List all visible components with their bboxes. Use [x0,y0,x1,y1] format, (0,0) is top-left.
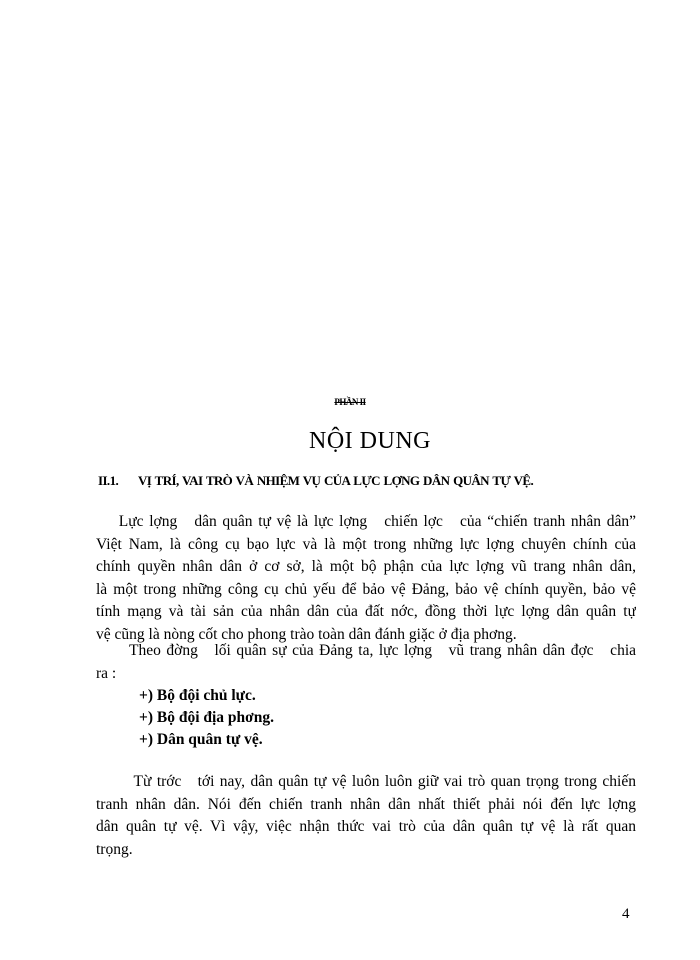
section-title: VỊ TRÍ, VAI TRÒ VÀ NHIỆM VỤ CỦA LỰC LỢNG DÂN QUÂN TỰ VỆ. [138,473,534,488]
paragraph-line: Theo đờng lối quân sự của Đảng ta, lực lợng vũ trang nhân dân đợc chia [96,642,636,659]
paragraph-importance [96,771,636,861]
list-item: +) Bộ đội chủ lực. [139,687,256,704]
paragraph-line: vệ cũng là nòng cốt cho phong trào toàn dân đánh giặc ở địa phơng. [96,625,517,643]
paragraph-role-of-militia [96,511,636,646]
main-title: NỘI DUNG [309,428,431,454]
paragraph-line: Lực lợng dân quân tự vệ là lực lợng chiến lợc của “chiến tranh nhân dân” [96,513,636,530]
armed-forces-list [139,685,274,751]
paragraph-line: ra : [96,664,117,682]
paragraph-line: trọng. [96,840,133,858]
paragraph-armed-forces [96,640,636,685]
list-item: +) Bộ đội địa phơng. [139,709,275,726]
paragraph-line: là một trong những công cụ chủ yếu để bảo vệ Đảng, bảo vệ chính quyền, bảo vệ [96,580,636,598]
paragraph-line: Việt Nam, là công cụ bạo lực và là một trong những lực lợng chuyên chính của [96,535,636,553]
part-label: PHẦN II [334,397,366,407]
paragraph-line: Từ trớc tới nay, dân quân tự vệ luôn luôn giữ vai trò quan trọng trong chiến [96,773,636,790]
section-number: II.1. [98,473,119,488]
paragraph-line: chính quyền nhân dân ở cơ sở, là một bộ phận của lực lợng vũ trang nhân dân, [96,558,636,575]
paragraph-line: tranh nhân dân. Nói đến chiến tranh nhân dân nhất thiết phải nói đến lực lợng [96,795,636,813]
paragraph-line: tính mạng và tài sản của nhân dân của đất nớc, đồng thời lực lợng dân quân tự [96,603,636,620]
page-number: 4 [622,906,630,922]
list-item: +) Dân quân tự vệ. [139,731,263,748]
section-heading [98,473,638,489]
paragraph-line: dân quân tự vệ. Vì vậy, việc nhận thức vai trò của dân quân tự vệ là rất quan [96,818,636,835]
